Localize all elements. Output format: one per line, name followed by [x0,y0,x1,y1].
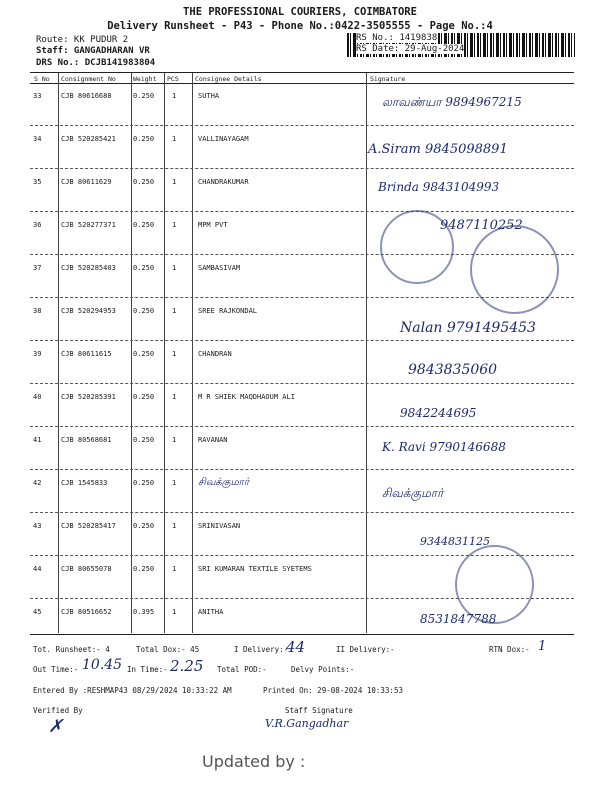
row-sno: 41 [33,436,42,444]
out-time-value: 10.45 [82,657,123,673]
row-pcs: 1 [172,393,177,401]
total-dox: Total Dox:- 45 [136,645,200,654]
row-sno: 45 [33,608,42,616]
row-weight: 0.250 [133,135,155,143]
signature-34: A.Siram 9845098891 [368,142,508,157]
row-consignee-handwritten: சிவக்குமார் [198,477,250,488]
row-sno: 42 [33,479,42,487]
signature-39: 9843835060 [408,362,498,378]
row-weight: 0.250 [133,307,155,315]
row-consignment: CJB 520285417 [61,522,116,530]
col-header-consignee: Consignee Details [195,75,262,83]
row-weight: 0.250 [133,565,155,573]
signature-40: 9842244695 [400,406,477,420]
row-sno: 34 [33,135,42,143]
signature-41: K. Ravi 9790146688 [382,440,506,454]
row-sno: 36 [33,221,42,229]
row-pcs: 1 [172,522,177,530]
row-sno: 37 [33,264,42,272]
row-consignee: CHANDRAKUMAR [198,178,249,186]
row-weight: 0.250 [133,221,155,229]
row-consignee: ANITHA [198,608,224,616]
rs-number: RS No.: 1419838 [356,33,438,43]
verified-by-label: Verified By [33,706,83,715]
rtn-dox-label: RTN Dox:- [489,645,530,654]
row-consignee: SRINIVASAN [198,522,241,530]
row-consignment: CJB 80611615 [61,350,112,358]
signature-35: Brinda 9843104993 [378,180,500,194]
row-pcs: 1 [172,479,177,487]
row-consignee: SAMBASIVAM [198,264,241,272]
row-weight: 0.250 [133,393,155,401]
signature-33: லாவண்யா 9894967215 [382,95,522,109]
route-label: Route: KK PUDUR 2 [36,35,129,45]
staff-signature-handwritten: V.R.Gangadhar [265,717,349,730]
row-consignment: CJB 80616688 [61,92,112,100]
out-time-label: Out Time:- [33,665,79,674]
signature-45: 8531847788 [420,612,497,626]
row-pcs: 1 [172,608,177,616]
row-consignment: CJB 520285391 [61,393,116,401]
runsheet-subtitle: Delivery Runsheet - P43 - Phone No.:0422-3505555 - Page No.:4 [107,20,493,32]
company-stamp [380,210,454,284]
updated-by-note: Updated by : [202,752,306,771]
in-time-value: 2.25 [170,657,204,675]
row-sno: 38 [33,307,42,315]
company-stamp [470,225,559,314]
row-weight: 0.250 [133,178,155,186]
row-consignment: CJB 520277371 [61,221,116,229]
row-weight: 0.250 [133,92,155,100]
row-weight: 0.395 [133,608,155,616]
row-pcs: 1 [172,92,177,100]
delvy-points: Delvy Points:- [291,665,355,674]
row-sno: 43 [33,522,42,530]
signature-38: Nalan 9791495453 [400,320,536,336]
row-pcs: 1 [172,178,177,186]
signature-36: 9487110252 [440,218,523,233]
row-consignment: CJB 80568681 [61,436,112,444]
row-consignment: CJB 80655078 [61,565,112,573]
col-header-consignment: Consignment No [61,75,116,83]
row-consignee: SREE RAJKONDAL [198,307,258,315]
signature-43: 9344831125 [420,535,490,548]
entered-by: Entered By :RESHMAP43 08/29/2024 10:33:22 AM [33,686,232,695]
row-consignment: CJB 520285421 [61,135,116,143]
in-time-label: In Time:- [127,665,168,674]
row-pcs: 1 [172,436,177,444]
printed-on: Printed On: 29-08-2024 10:33:53 [263,686,403,695]
col-header-pcs: PCS [167,75,179,83]
tot-runsheet: Tot. Runsheet:- 4 [33,645,110,654]
row-sno: 44 [33,565,42,573]
company-name: THE PROFESSIONAL COURIERS, COIMBATORE [183,6,417,18]
row-sno: 35 [33,178,42,186]
signature-42: சிவக்குமார் [382,486,444,500]
row-sno: 39 [33,350,42,358]
row-pcs: 1 [172,221,177,229]
drs-number: DRS No.: DCJB141983804 [36,58,156,68]
row-consignee: M R SHIEK MAQDHAOUM ALI [198,393,295,401]
row-weight: 0.250 [133,350,155,358]
row-consignee: SRI KUMARAN TEXTILE SYETEMS [198,565,312,573]
table-top-border [30,72,574,73]
col-header-weight: Weight [133,75,157,83]
row-consignment: CJB 1545833 [61,479,108,487]
row-pcs: 1 [172,350,177,358]
row-consignment: CJB 520285403 [61,264,116,272]
row-consignee: MPM PVT [198,221,228,229]
col-header-signature: Signature [370,75,406,83]
row-weight: 0.250 [133,479,155,487]
verified-signature-mark: ✗ [48,716,64,737]
total-pod: Total POD:- [217,665,267,674]
ii-delivery-label: II Delivery:- [336,645,395,654]
row-consignment: CJB 80611629 [61,178,112,186]
row-pcs: 1 [172,307,177,315]
row-consignee: CHANDRAN [198,350,232,358]
row-consignment: CJB 520294953 [61,307,116,315]
row-sno: 40 [33,393,42,401]
row-consignment: CJB 80516652 [61,608,112,616]
row-consignee: VALLINAYAGAM [198,135,249,143]
row-pcs: 1 [172,135,177,143]
staff-signature-label: Staff Signature [285,706,353,715]
row-weight: 0.250 [133,436,155,444]
row-weight: 0.250 [133,264,155,272]
table-bottom-border [30,634,574,635]
i-delivery-label: I Delivery:- [234,645,289,654]
rtn-dox-value: 1 [538,639,547,654]
table-row [30,384,574,427]
row-consignee: RAVANAN [198,436,228,444]
col-header-sno: S No [34,75,50,83]
row-consignee: SUTHA [198,92,220,100]
row-weight: 0.250 [133,522,155,530]
row-sno: 33 [33,92,42,100]
row-pcs: 1 [172,565,177,573]
row-pcs: 1 [172,264,177,272]
staff-label: Staff: GANGADHARAN VR [36,46,150,56]
table-row [30,470,574,513]
i-delivery-value: 44 [286,638,306,656]
rs-date: RS Date: 29-Aug-2024 [356,44,465,54]
